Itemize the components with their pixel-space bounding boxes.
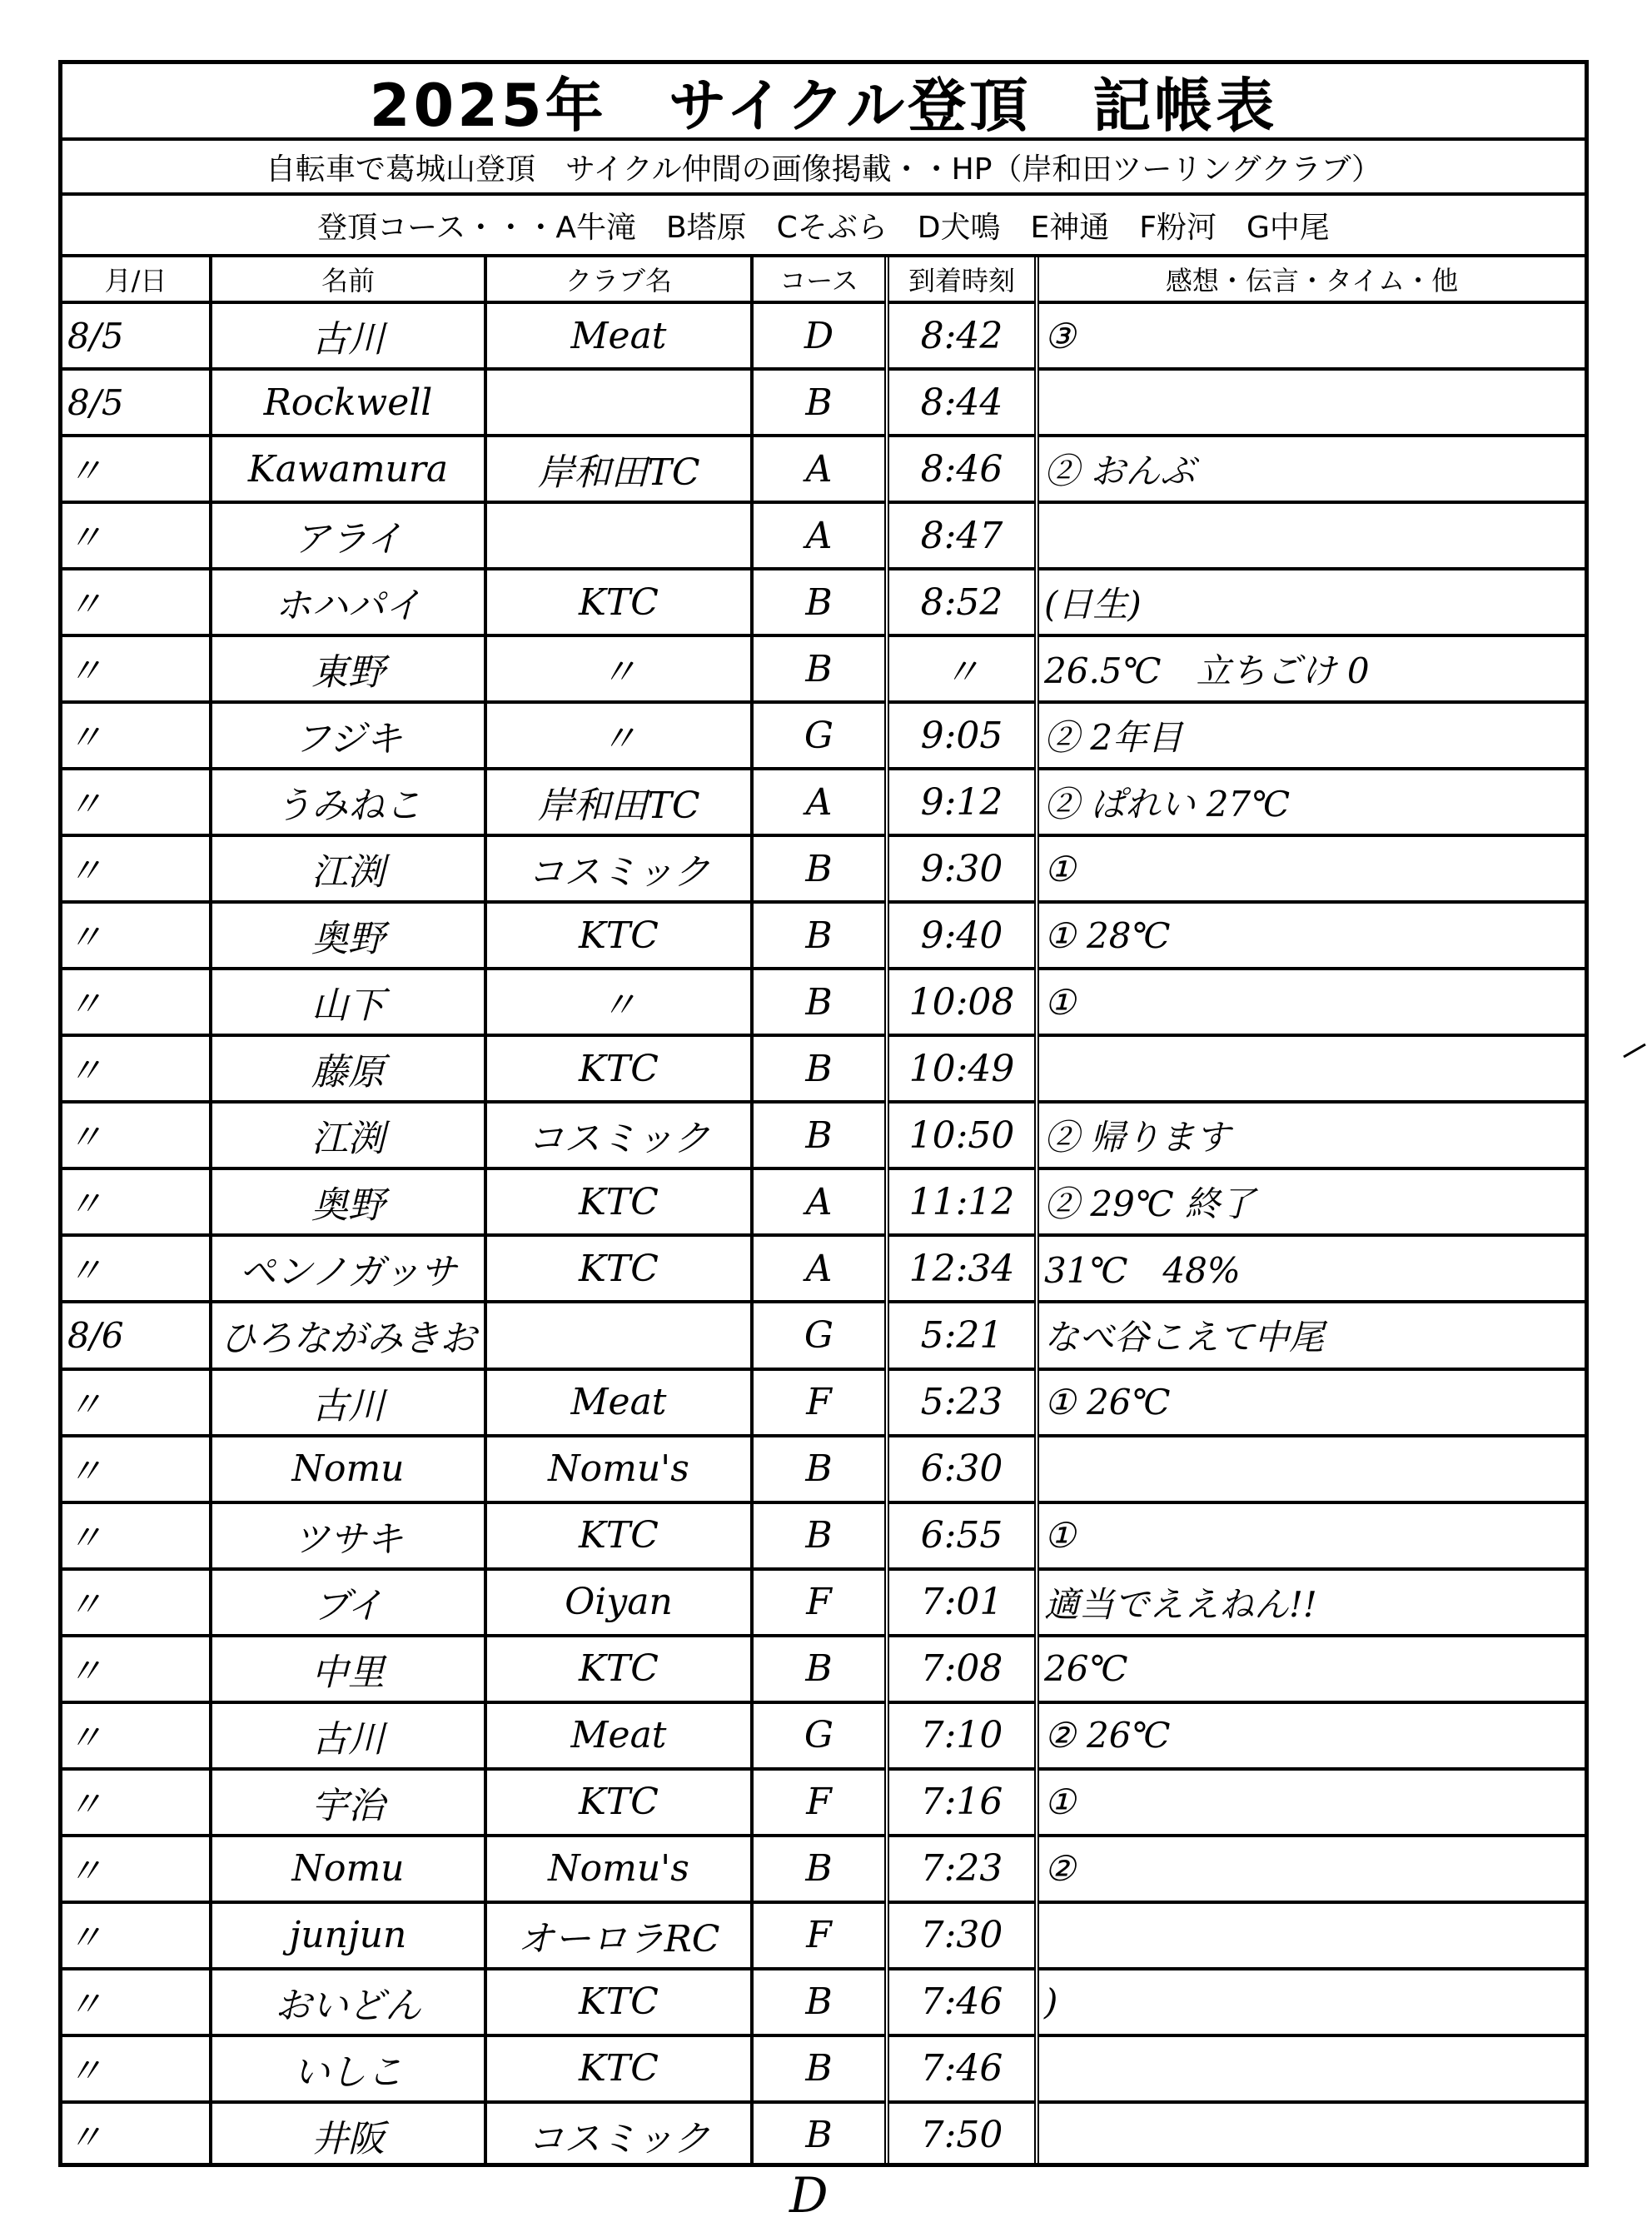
cell-note: ③ xyxy=(1037,302,1585,369)
table-row xyxy=(62,1035,1585,1102)
cell-time: 9:30 xyxy=(887,835,1037,902)
cell-note: ① 28℃ xyxy=(1037,902,1585,969)
table-row xyxy=(62,902,1585,969)
cell-club: KTC xyxy=(485,1168,752,1235)
header-date: 月/日 xyxy=(62,257,211,302)
title-band xyxy=(62,64,1585,141)
cell-name: 江渕 xyxy=(211,835,485,902)
cell-note: 26.5℃ 立ちごけ 0 xyxy=(1037,635,1585,702)
cell-club: Nomu's xyxy=(485,1836,752,1902)
cell-name: 古川 xyxy=(211,1702,485,1769)
cell-course: D xyxy=(752,302,887,369)
cell-name: 古川 xyxy=(211,302,485,369)
cell-name: 奥野 xyxy=(211,902,485,969)
cell-date: 8/5 xyxy=(62,369,211,436)
header-time: 到着時刻 xyxy=(887,257,1037,302)
cell-course: A xyxy=(752,436,887,502)
cell-time: 9:05 xyxy=(887,702,1037,769)
cell-name: Nomu xyxy=(211,1836,485,1902)
cell-time: 11:12 xyxy=(887,1168,1037,1235)
table-row xyxy=(62,1502,1585,1569)
cell-course: A xyxy=(752,1235,887,1302)
cell-date: 〃 xyxy=(62,1235,211,1302)
cell-time: 7:08 xyxy=(887,1636,1037,1702)
cell-date: 〃 xyxy=(62,1502,211,1569)
cell-date: 〃 xyxy=(62,1902,211,1969)
cell-date: 8/5 xyxy=(62,302,211,369)
cell-name: 奥野 xyxy=(211,1168,485,1235)
cell-name: 江渕 xyxy=(211,1102,485,1168)
cell-date: 〃 xyxy=(62,635,211,702)
cell-club: コスミック xyxy=(485,2102,752,2167)
cell-date: 〃 xyxy=(62,436,211,502)
table-row xyxy=(62,1769,1585,1836)
cell-time: 12:34 xyxy=(887,1235,1037,1302)
cell-name: 中里 xyxy=(211,1636,485,1702)
table-row xyxy=(62,1569,1585,1636)
cell-time: 〃 xyxy=(887,635,1037,702)
table-row xyxy=(62,369,1585,436)
table-row xyxy=(62,1436,1585,1502)
cell-name: うみねこ xyxy=(211,769,485,835)
cell-note: ① xyxy=(1037,1769,1585,1836)
cell-note: 26℃ xyxy=(1037,1636,1585,1702)
cell-name: junjun xyxy=(211,1902,485,1969)
subtitle-1: 自転車で葛城山登頂 サイクル仲間の画像掲載・・HP（岸和田ツーリングクラブ） xyxy=(265,152,1382,187)
header-course: コース xyxy=(752,257,887,302)
cell-time: 7:01 xyxy=(887,1569,1037,1636)
cell-date: 〃 xyxy=(62,1436,211,1502)
cell-note: 31℃ 48% xyxy=(1037,1235,1585,1302)
cell-course: B xyxy=(752,835,887,902)
cell-course: B xyxy=(752,1836,887,1902)
cell-course: F xyxy=(752,1902,887,1969)
cell-note xyxy=(1037,2035,1585,2102)
table-row xyxy=(62,835,1585,902)
cell-note xyxy=(1037,1902,1585,1969)
cell-note: ② xyxy=(1037,1836,1585,1902)
cell-note: 適当でええねん!! xyxy=(1037,1569,1585,1636)
table-row xyxy=(62,1969,1585,2035)
cell-date: 〃 xyxy=(62,502,211,569)
stray-pen-mark xyxy=(1623,1044,1645,1059)
cell-time: 5:23 xyxy=(887,1369,1037,1436)
cell-name: ペンノガッサ xyxy=(211,1235,485,1302)
cell-name: 宇治 xyxy=(211,1769,485,1836)
cell-date: 〃 xyxy=(62,1769,211,1836)
cell-note: なべ谷こえて中尾 xyxy=(1037,1302,1585,1368)
cell-club: 〃 xyxy=(485,635,752,702)
table-row xyxy=(62,436,1585,502)
cell-time: 8:52 xyxy=(887,569,1037,635)
register-table xyxy=(62,257,1585,2167)
cell-date: 〃 xyxy=(62,2035,211,2102)
below-sheet-mark: D xyxy=(789,2167,828,2224)
cell-note xyxy=(1037,2102,1585,2167)
cell-course: B xyxy=(752,569,887,635)
cell-club: KTC xyxy=(485,1035,752,1102)
header-name: 名前 xyxy=(211,257,485,302)
cell-name: 古川 xyxy=(211,1369,485,1436)
cell-note: ② 26℃ xyxy=(1037,1702,1585,1769)
cell-course: G xyxy=(752,702,887,769)
cell-name: いしこ xyxy=(211,2035,485,2102)
cell-course: F xyxy=(752,1569,887,1636)
cell-name: ツサキ xyxy=(211,1502,485,1569)
cell-time: 6:55 xyxy=(887,1502,1037,1569)
cell-time: 10:50 xyxy=(887,1102,1037,1168)
cell-course: G xyxy=(752,1302,887,1368)
table-row xyxy=(62,635,1585,702)
cell-course: B xyxy=(752,1102,887,1168)
cell-time: 10:08 xyxy=(887,969,1037,1035)
cell-time: 5:21 xyxy=(887,1302,1037,1368)
cell-time: 9:40 xyxy=(887,902,1037,969)
cell-note: ② 帰ります xyxy=(1037,1102,1585,1168)
cell-club: KTC xyxy=(485,1969,752,2035)
cell-note: ② 29℃ 終了 xyxy=(1037,1168,1585,1235)
header-row xyxy=(62,257,1585,302)
cell-club: KTC xyxy=(485,1636,752,1702)
cell-time: 7:46 xyxy=(887,2035,1037,2102)
subtitle-band-2 xyxy=(62,196,1585,257)
cell-time: 8:42 xyxy=(887,302,1037,369)
cell-name: 藤原 xyxy=(211,1035,485,1102)
cell-course: G xyxy=(752,1702,887,1769)
cell-course: B xyxy=(752,1502,887,1569)
cell-name: アライ xyxy=(211,502,485,569)
cell-club: KTC xyxy=(485,569,752,635)
cell-time: 6:30 xyxy=(887,1436,1037,1502)
table-row xyxy=(62,502,1585,569)
table-row xyxy=(62,1636,1585,1702)
cell-course: B xyxy=(752,2102,887,2167)
header-club: クラブ名 xyxy=(485,257,752,302)
table-row xyxy=(62,1102,1585,1168)
cell-name: Kawamura xyxy=(211,436,485,502)
table-row xyxy=(62,1302,1585,1368)
register-sheet xyxy=(58,60,1589,2167)
cell-course: B xyxy=(752,1969,887,2035)
cell-note: ② おんぶ xyxy=(1037,436,1585,502)
subtitle-band-1 xyxy=(62,141,1585,196)
cell-course: F xyxy=(752,1769,887,1836)
cell-time: 8:46 xyxy=(887,436,1037,502)
cell-note: ② 2年目 xyxy=(1037,702,1585,769)
cell-club: KTC xyxy=(485,1502,752,1569)
cell-date: 〃 xyxy=(62,702,211,769)
cell-name: Rockwell xyxy=(211,369,485,436)
cell-date: 〃 xyxy=(62,1636,211,1702)
cell-date: 〃 xyxy=(62,1836,211,1902)
cell-time: 10:49 xyxy=(887,1035,1037,1102)
cell-course: A xyxy=(752,502,887,569)
cell-note: ① xyxy=(1037,835,1585,902)
table-row xyxy=(62,302,1585,369)
cell-name: ブイ xyxy=(211,1569,485,1636)
cell-time: 8:44 xyxy=(887,369,1037,436)
cell-course: B xyxy=(752,1436,887,1502)
cell-time: 8:47 xyxy=(887,502,1037,569)
cell-name: Nomu xyxy=(211,1436,485,1502)
cell-date: 〃 xyxy=(62,1102,211,1168)
subtitle-2: 登頂コース・・・A牛滝 B塔原 Cそぶら D犬鳴 E神通 F粉河 G中尾 xyxy=(317,210,1330,245)
table-row xyxy=(62,1235,1585,1302)
cell-course: F xyxy=(752,1369,887,1436)
cell-name: フジキ xyxy=(211,702,485,769)
table-row xyxy=(62,2102,1585,2167)
table-row xyxy=(62,1702,1585,1769)
cell-course: B xyxy=(752,2035,887,2102)
cell-club: コスミック xyxy=(485,835,752,902)
table-row xyxy=(62,1902,1585,1969)
cell-note: ② ぱれい 27℃ xyxy=(1037,769,1585,835)
cell-club: Meat xyxy=(485,1702,752,1769)
cell-note: ① xyxy=(1037,969,1585,1035)
cell-club: コスミック xyxy=(485,1102,752,1168)
cell-club: 〃 xyxy=(485,702,752,769)
cell-course: A xyxy=(752,769,887,835)
cell-club xyxy=(485,502,752,569)
cell-name: 山下 xyxy=(211,969,485,1035)
cell-name: 東野 xyxy=(211,635,485,702)
cell-date: 〃 xyxy=(62,569,211,635)
cell-club: オーロラRC xyxy=(485,1902,752,1969)
cell-time: 7:46 xyxy=(887,1969,1037,2035)
cell-club: KTC xyxy=(485,1769,752,1836)
page-title: 2025年 サイクル登頂 記帳表 xyxy=(369,71,1278,140)
cell-name: ホハパイ xyxy=(211,569,485,635)
cell-course: B xyxy=(752,969,887,1035)
cell-date: 〃 xyxy=(62,902,211,969)
cell-note xyxy=(1037,1035,1585,1102)
cell-date: 〃 xyxy=(62,1035,211,1102)
cell-date: 〃 xyxy=(62,835,211,902)
cell-club: 岸和田TC xyxy=(485,769,752,835)
table-row xyxy=(62,969,1585,1035)
cell-club: KTC xyxy=(485,1235,752,1302)
cell-course: B xyxy=(752,902,887,969)
cell-note: ) xyxy=(1037,1969,1585,2035)
table-row xyxy=(62,769,1585,835)
cell-club: KTC xyxy=(485,902,752,969)
cell-date: 〃 xyxy=(62,969,211,1035)
cell-date: 〃 xyxy=(62,769,211,835)
cell-club: Nomu's xyxy=(485,1436,752,1502)
cell-name: ひろながみきお xyxy=(211,1302,485,1368)
cell-course: B xyxy=(752,1636,887,1702)
cell-date: 8/6 xyxy=(62,1302,211,1368)
table-row xyxy=(62,702,1585,769)
cell-time: 7:50 xyxy=(887,2102,1037,2167)
table-body xyxy=(62,302,1585,2167)
cell-date: 〃 xyxy=(62,1369,211,1436)
cell-course: A xyxy=(752,1168,887,1235)
cell-date: 〃 xyxy=(62,1569,211,1636)
cell-time: 7:10 xyxy=(887,1702,1037,1769)
cell-note xyxy=(1037,502,1585,569)
cell-course: B xyxy=(752,369,887,436)
cell-club: KTC xyxy=(485,2035,752,2102)
cell-club: Oiyan xyxy=(485,1569,752,1636)
table-row xyxy=(62,1369,1585,1436)
table-row xyxy=(62,569,1585,635)
cell-time: 7:30 xyxy=(887,1902,1037,1969)
cell-club: 岸和田TC xyxy=(485,436,752,502)
cell-name: 井阪 xyxy=(211,2102,485,2167)
cell-note xyxy=(1037,369,1585,436)
cell-date: 〃 xyxy=(62,1168,211,1235)
cell-note: (日生) xyxy=(1037,569,1585,635)
cell-note: ① 26℃ xyxy=(1037,1369,1585,1436)
cell-date: 〃 xyxy=(62,1969,211,2035)
cell-club: Meat xyxy=(485,1369,752,1436)
cell-course: B xyxy=(752,1035,887,1102)
cell-time: 7:23 xyxy=(887,1836,1037,1902)
header-note: 感想・伝言・タイム・他 xyxy=(1037,257,1585,302)
cell-club: Meat xyxy=(485,302,752,369)
cell-course: B xyxy=(752,635,887,702)
cell-name: おいどん xyxy=(211,1969,485,2035)
cell-club xyxy=(485,1302,752,1368)
cell-date: 〃 xyxy=(62,2102,211,2167)
cell-time: 7:16 xyxy=(887,1769,1037,1836)
cell-note: ① xyxy=(1037,1502,1585,1569)
table-row xyxy=(62,2035,1585,2102)
cell-club xyxy=(485,369,752,436)
cell-date: 〃 xyxy=(62,1702,211,1769)
cell-club: 〃 xyxy=(485,969,752,1035)
table-row xyxy=(62,1836,1585,1902)
cell-time: 9:12 xyxy=(887,769,1037,835)
cell-note xyxy=(1037,1436,1585,1502)
table-row xyxy=(62,1168,1585,1235)
